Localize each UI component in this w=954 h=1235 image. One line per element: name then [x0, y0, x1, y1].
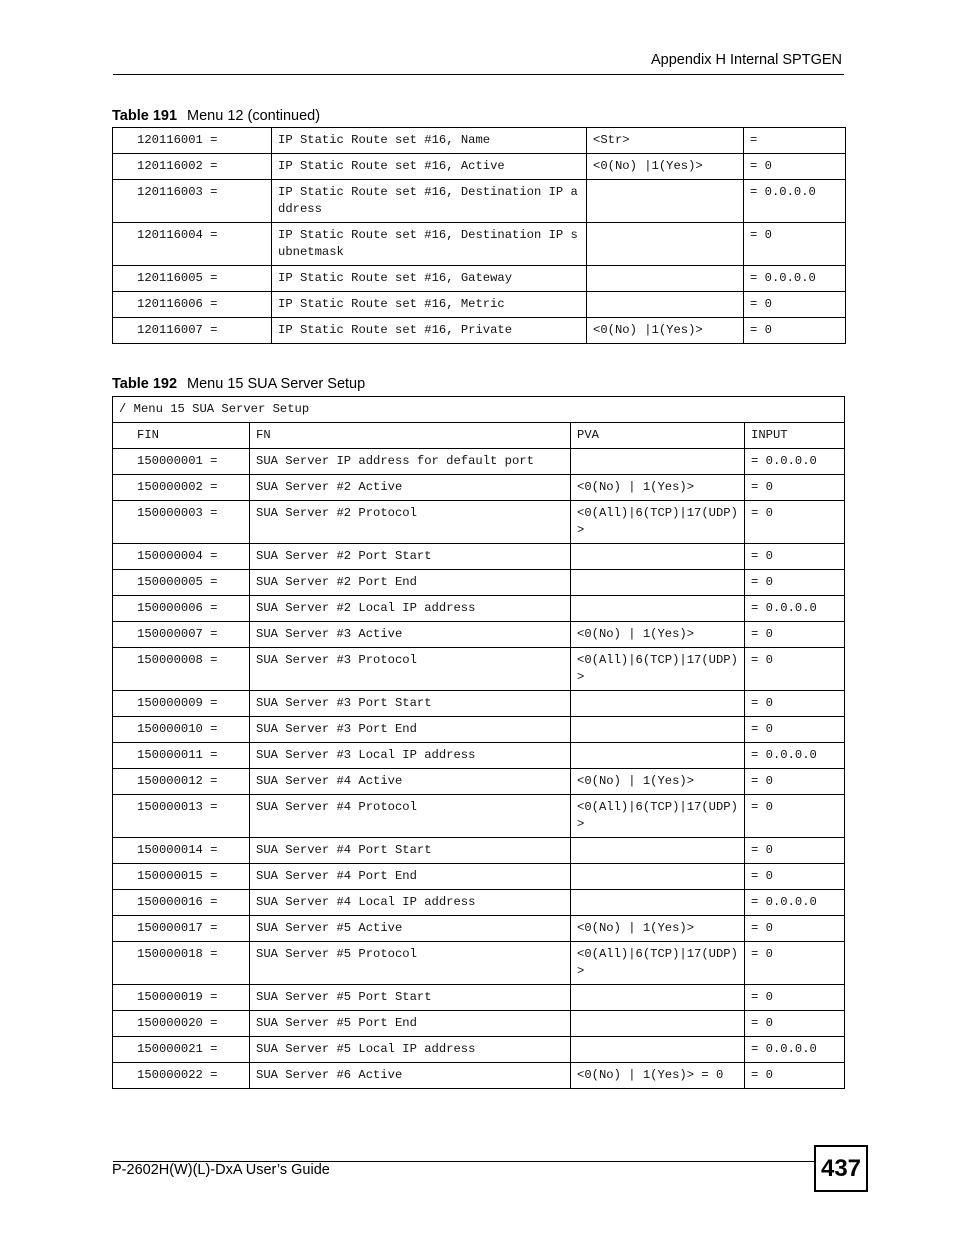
cell-fn: SUA Server #2 Active [250, 475, 571, 501]
cell-input: = 0.0.0.0 [745, 890, 845, 916]
cell-fn: SUA Server #3 Port End [250, 717, 571, 743]
cell-fn: SUA Server #3 Protocol [250, 648, 571, 691]
header-input: INPUT [745, 423, 845, 449]
cell-fin: 120116005 = [113, 266, 272, 292]
table-191-label: Table 191 [112, 108, 178, 124]
table-191-title: Menu 12 (continued) [187, 108, 321, 124]
table-row [113, 266, 846, 292]
cell-pva: <0(All)|6(TCP)|17(UDP)> [571, 795, 745, 838]
cell-input: = 0 [745, 717, 845, 743]
cell-fin: 150000015 = [113, 864, 250, 890]
cell-pva [587, 223, 744, 266]
cell-input: = 0 [745, 1011, 845, 1037]
cell-fin: 150000017 = [113, 916, 250, 942]
guide-name: P-2602H(W)(L)-DxA User’s Guide [112, 1162, 330, 1178]
cell-pva: <0(No) |1(Yes)> [587, 154, 744, 180]
cell-pva: <0(No) | 1(Yes)> [571, 475, 745, 501]
cell-fin: 150000007 = [113, 622, 250, 648]
cell-input: = 0.0.0.0 [745, 449, 845, 475]
table-row [113, 596, 845, 622]
cell-input: = 0 [745, 769, 845, 795]
table-row [113, 501, 845, 544]
cell-fn: SUA Server #5 Port Start [250, 985, 571, 1011]
table-row [113, 449, 845, 475]
cell-input: = 0.0.0.0 [745, 1037, 845, 1063]
cell-pva: <Str> [587, 128, 744, 154]
cell-pva: <0(All)|6(TCP)|17(UDP)> [571, 501, 745, 544]
cell-input: = 0 [745, 1063, 845, 1089]
table-row [113, 154, 846, 180]
cell-fn: IP Static Route set #16, Destination IP address [272, 180, 587, 223]
table-row [113, 1063, 845, 1089]
cell-pva [571, 890, 745, 916]
cell-fin: 150000020 = [113, 1011, 250, 1037]
cell-fn: SUA Server #6 Active [250, 1063, 571, 1089]
cell-fin: 120116003 = [113, 180, 272, 223]
cell-fn: SUA Server #2 Protocol [250, 501, 571, 544]
table-row [113, 743, 845, 769]
cell-fn: IP Static Route set #16, Name [272, 128, 587, 154]
cell-fin: 150000012 = [113, 769, 250, 795]
cell-fin: 120116001 = [113, 128, 272, 154]
table-row [113, 544, 845, 570]
table-row [113, 318, 846, 344]
table-191 [112, 127, 846, 344]
cell-pva: <0(No) | 1(Yes)> = 0 [571, 1063, 745, 1089]
table-title-row [113, 397, 845, 423]
cell-fn: SUA Server #4 Protocol [250, 795, 571, 838]
cell-fn: SUA Server #4 Local IP address [250, 890, 571, 916]
table-row [113, 838, 845, 864]
cell-pva [571, 864, 745, 890]
cell-fn: SUA Server #5 Port End [250, 1011, 571, 1037]
table-row [113, 985, 845, 1011]
cell-fin: 150000002 = [113, 475, 250, 501]
table-192 [112, 396, 845, 1089]
cell-input: = 0.0.0.0 [745, 596, 845, 622]
cell-input: = [744, 128, 846, 154]
cell-fn: SUA Server #5 Protocol [250, 942, 571, 985]
cell-pva [571, 1011, 745, 1037]
cell-pva: <0(No) | 1(Yes)> [571, 622, 745, 648]
cell-fn: IP Static Route set #16, Metric [272, 292, 587, 318]
cell-pva: <0(No) |1(Yes)> [587, 318, 744, 344]
table-header-row [113, 423, 845, 449]
header-rule [113, 74, 844, 75]
table-row [113, 128, 846, 154]
cell-fin: 150000008 = [113, 648, 250, 691]
cell-fin: 150000003 = [113, 501, 250, 544]
table-row [113, 864, 845, 890]
cell-fin: 150000011 = [113, 743, 250, 769]
cell-fn: IP Static Route set #16, Private [272, 318, 587, 344]
cell-fn: SUA Server #2 Port Start [250, 544, 571, 570]
cell-pva [571, 570, 745, 596]
cell-input: = 0 [745, 475, 845, 501]
table-row [113, 223, 846, 266]
cell-pva: <0(All)|6(TCP)|17(UDP)> [571, 942, 745, 985]
table-title-cell: / Menu 15 SUA Server Setup [113, 397, 845, 423]
table-row [113, 648, 845, 691]
header-fin: FIN [113, 423, 250, 449]
cell-fin: 150000016 = [113, 890, 250, 916]
table-192-caption [112, 376, 365, 392]
cell-fin: 150000019 = [113, 985, 250, 1011]
cell-fin: 150000014 = [113, 838, 250, 864]
cell-input: = 0 [745, 838, 845, 864]
cell-pva [571, 717, 745, 743]
cell-fin: 150000009 = [113, 691, 250, 717]
cell-pva [571, 985, 745, 1011]
table-192-label: Table 192 [112, 376, 178, 392]
cell-input: = 0 [744, 223, 846, 266]
cell-pva: <0(No) | 1(Yes)> [571, 916, 745, 942]
cell-fin: 150000005 = [113, 570, 250, 596]
cell-fn: SUA Server #2 Local IP address [250, 596, 571, 622]
cell-pva [571, 449, 745, 475]
cell-fn: IP Static Route set #16, Gateway [272, 266, 587, 292]
cell-pva: <0(No) | 1(Yes)> [571, 769, 745, 795]
cell-fin: 120116002 = [113, 154, 272, 180]
cell-fn: SUA Server #4 Active [250, 769, 571, 795]
cell-fin: 150000001 = [113, 449, 250, 475]
table-row [113, 916, 845, 942]
page-number: 437 [814, 1145, 868, 1192]
cell-input: = 0 [744, 318, 846, 344]
cell-pva [587, 180, 744, 223]
cell-fn: SUA Server #3 Local IP address [250, 743, 571, 769]
cell-input: = 0.0.0.0 [745, 743, 845, 769]
cell-fn: SUA Server #2 Port End [250, 570, 571, 596]
cell-fin: 150000006 = [113, 596, 250, 622]
cell-input: = 0 [745, 916, 845, 942]
cell-fn: SUA Server #3 Active [250, 622, 571, 648]
cell-fn: SUA Server #5 Active [250, 916, 571, 942]
cell-input: = 0.0.0.0 [744, 180, 846, 223]
table-row [113, 942, 845, 985]
cell-fin: 120116006 = [113, 292, 272, 318]
table-row [113, 180, 846, 223]
cell-pva [587, 292, 744, 318]
cell-fn: IP Static Route set #16, Active [272, 154, 587, 180]
cell-fn: SUA Server #3 Port Start [250, 691, 571, 717]
cell-pva [571, 743, 745, 769]
cell-input: = 0.0.0.0 [744, 266, 846, 292]
cell-input: = 0 [745, 795, 845, 838]
cell-pva [571, 691, 745, 717]
cell-fn: SUA Server #4 Port Start [250, 838, 571, 864]
cell-input: = 0 [745, 942, 845, 985]
cell-pva: <0(All)|6(TCP)|17(UDP)> [571, 648, 745, 691]
cell-pva [571, 838, 745, 864]
table-row [113, 1037, 845, 1063]
table-row [113, 622, 845, 648]
cell-pva [571, 544, 745, 570]
cell-input: = 0 [745, 622, 845, 648]
cell-fin: 150000021 = [113, 1037, 250, 1063]
running-header: Appendix H Internal SPTGEN [650, 52, 842, 68]
cell-input: = 0 [744, 292, 846, 318]
table-191-caption [112, 108, 320, 124]
cell-fin: 120116007 = [113, 318, 272, 344]
cell-fin: 150000010 = [113, 717, 250, 743]
cell-fin: 150000022 = [113, 1063, 250, 1089]
cell-input: = 0 [745, 501, 845, 544]
cell-fin: 150000013 = [113, 795, 250, 838]
table-row [113, 769, 845, 795]
cell-fn: SUA Server #5 Local IP address [250, 1037, 571, 1063]
cell-pva [571, 1037, 745, 1063]
table-192-title: Menu 15 SUA Server Setup [187, 376, 366, 392]
cell-fin: 150000018 = [113, 942, 250, 985]
table-row [113, 691, 845, 717]
table-row [113, 475, 845, 501]
cell-input: = 0 [745, 691, 845, 717]
cell-input: = 0 [745, 648, 845, 691]
cell-fn: IP Static Route set #16, Destination IP subnetmask [272, 223, 587, 266]
cell-fin: 120116004 = [113, 223, 272, 266]
header-fn: FN [250, 423, 571, 449]
cell-pva [587, 266, 744, 292]
table-row [113, 795, 845, 838]
cell-input: = 0 [745, 864, 845, 890]
cell-input: = 0 [744, 154, 846, 180]
header-pva: PVA [571, 423, 745, 449]
table-row [113, 890, 845, 916]
cell-fn: SUA Server #4 Port End [250, 864, 571, 890]
cell-pva [571, 596, 745, 622]
table-row [113, 717, 845, 743]
table-row [113, 292, 846, 318]
table-row [113, 1011, 845, 1037]
table-row [113, 570, 845, 596]
cell-input: = 0 [745, 985, 845, 1011]
cell-input: = 0 [745, 544, 845, 570]
cell-fn: SUA Server IP address for default port [250, 449, 571, 475]
cell-fin: 150000004 = [113, 544, 250, 570]
cell-input: = 0 [745, 570, 845, 596]
